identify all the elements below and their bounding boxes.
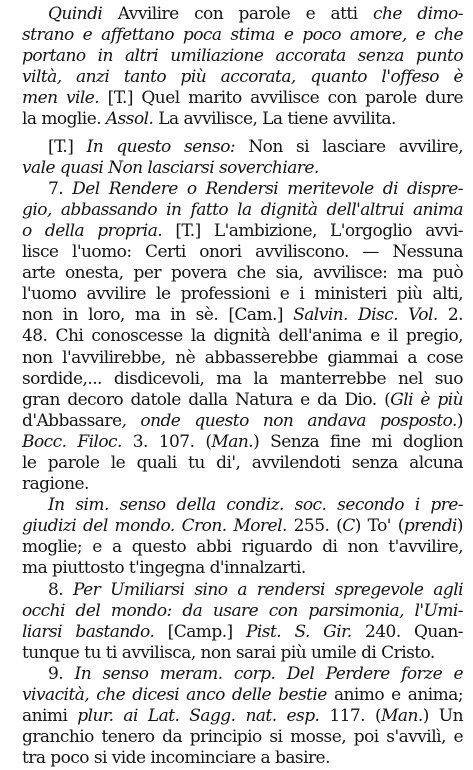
text-segment: 117. ( xyxy=(319,706,382,727)
text-segment: ) xyxy=(456,410,463,431)
italic-segment: strano e affettano poca stima e poco amore, e che xyxy=(22,25,463,46)
text-segment: Non si lasciare avvilire, xyxy=(235,136,463,157)
text-line xyxy=(22,137,463,158)
text-segment: ) xyxy=(456,516,463,537)
text-line xyxy=(22,601,463,622)
text-segment: la moglie. xyxy=(22,109,106,130)
text-segment: lisce l'uomo: Certi onori avviliscono. — Nessuna xyxy=(22,242,463,263)
italic-segment: vivacità, che dicesi anco delle bestie xyxy=(22,685,327,705)
italic-segment: gio, abbassando in fatto la dignità dell'altrui anima xyxy=(22,199,463,220)
text-segment: d'Abbassare xyxy=(22,410,122,431)
text-line xyxy=(22,200,463,221)
text-segment: ragione. xyxy=(22,474,89,495)
text-line xyxy=(22,643,463,664)
italic-segment: Bocc. Filoc. xyxy=(22,431,122,452)
text-line xyxy=(22,25,463,46)
text-segment: granchio tenero da principio si mosse, poi s'avvilì, e xyxy=(22,727,463,748)
text-line xyxy=(22,432,463,453)
text-line xyxy=(22,664,463,685)
text-segment: 255. ( xyxy=(286,516,343,537)
italic-segment: In sim. senso della condiz. soc. secondo i pre- xyxy=(48,495,463,516)
text-line xyxy=(22,537,463,558)
text-line xyxy=(22,4,463,25)
text-line xyxy=(22,558,463,579)
text-segment: Avvilire con parole e atti xyxy=(102,4,373,24)
italic-segment: Quindi xyxy=(48,4,103,24)
text-segment: ma piuttosto t'ingegna d'innalzarti. xyxy=(22,558,306,579)
text-line xyxy=(22,179,463,200)
text-segment: non in loro, ma in sè. [Cam.] xyxy=(22,305,294,326)
text-segment: La avvilisce, La tiene avvilita. xyxy=(153,109,396,130)
text-line xyxy=(22,369,463,390)
text-segment: tra poco si vide incominciare a basire. xyxy=(22,748,330,769)
text-line xyxy=(22,390,463,411)
italic-segment: Del Rendere o Rendersi meritevole di dispre- xyxy=(72,178,463,199)
italic-segment: , onde questo non andava posposto. xyxy=(121,410,457,431)
italic-segment: Per Umiliarsi sino a rendersi spregevole agli xyxy=(73,579,463,600)
text-line xyxy=(22,242,463,263)
text-segment: 48. Chi conoscesse la dignità dell'anima e il pregio, xyxy=(22,326,463,347)
text-line xyxy=(22,67,463,88)
text-line xyxy=(22,284,463,305)
italic-segment: Assol. xyxy=(105,109,154,130)
italic-segment: portano in altri umiliazione accorata senza punto xyxy=(22,46,463,67)
text-segment: 3. 107. ( xyxy=(121,431,212,452)
text-segment: arte onesta, per povera che sia, avvilisce: ma può xyxy=(22,263,463,284)
text-line xyxy=(22,495,463,516)
text-line xyxy=(22,221,463,242)
text-segment: [Camp.] xyxy=(154,621,246,642)
italic-segment: Man. xyxy=(211,431,254,452)
italic-segment: Pist. S. Gir. xyxy=(246,621,352,642)
italic-segment: viltà, anzi tanto più accorata, quanto l'offeso è xyxy=(22,67,463,88)
text-segment: [T.] xyxy=(48,136,87,157)
text-line xyxy=(22,622,463,643)
italic-segment: men vile. xyxy=(22,88,100,109)
text-segment: 240. Quan- xyxy=(351,621,464,642)
text-segment: sordide,... disdicevoli, ma la manterrebbe nel suo xyxy=(22,368,463,389)
text-segment: [T.] Quel marito avvilisce con parole dure xyxy=(99,88,464,109)
text-segment: le parole le quali tu di', avvilendoti senza alcuna xyxy=(22,452,463,473)
text-line xyxy=(22,348,463,369)
text-segment: 7. xyxy=(48,178,73,199)
text-segment: [T.] L'ambizione, L'orgoglio avvi- xyxy=(162,220,463,241)
text-line xyxy=(22,411,463,432)
text-line xyxy=(22,158,463,179)
italic-segment: liarsi bastando. xyxy=(22,621,155,642)
italic-segment: o della propria. xyxy=(22,220,163,241)
italic-segment: vale quasi Non lasciarsi soverchiare. xyxy=(22,157,319,178)
text-line xyxy=(22,706,463,727)
text-segment: moglie; e a questo abbi riguardo di non t'avvilire, xyxy=(22,537,463,558)
text-line xyxy=(22,516,463,537)
text-segment: ) Un xyxy=(422,706,463,727)
italic-segment: In senso meram. corp. Del Perdere forze e xyxy=(74,663,463,684)
text-line xyxy=(22,326,463,347)
text-segment: gran decoro datole dalla Natura e da Dio. ( xyxy=(22,389,391,410)
text-segment: ) Senza fine mi doglion xyxy=(253,431,464,452)
italic-segment: plur. ai Lat. Sagg. nat. esp. xyxy=(77,706,320,727)
text-segment: l'uomo avvilire le professioni e i ministeri più alti, xyxy=(22,284,463,305)
text-segment: 8. xyxy=(48,579,74,600)
text-line xyxy=(22,474,463,495)
text-line xyxy=(22,305,463,326)
text-segment: animo e anima; xyxy=(326,685,463,705)
italic-segment: Gli è più xyxy=(390,389,463,410)
text-line xyxy=(22,263,463,284)
text-line xyxy=(22,46,463,67)
italic-segment: prendi xyxy=(403,516,457,537)
italic-segment: In questo senso: xyxy=(86,136,236,157)
italic-segment: giudizi del mondo. Cron. Morel. xyxy=(22,516,287,537)
text-line xyxy=(22,88,463,109)
italic-segment: Man. xyxy=(381,706,423,727)
text-segment: 9. xyxy=(48,663,75,684)
text-line xyxy=(22,109,463,130)
text-segment: tunque tu ti avvilisca, non sarai più umile di Cristo. xyxy=(22,642,435,663)
text-line xyxy=(22,453,463,474)
italic-segment: C xyxy=(342,516,355,537)
text-line xyxy=(22,748,463,769)
text-segment: ) To' ( xyxy=(354,516,404,537)
italic-segment: Salvin. Disc. Vol. xyxy=(293,305,438,326)
text-segment: animi xyxy=(22,706,78,727)
italic-segment: che dimo- xyxy=(373,4,463,24)
text-line xyxy=(22,685,463,706)
text-segment: 2. xyxy=(437,305,464,326)
text-segment: non l'avvilirebbe, nè abbasserebbe giammai a cose xyxy=(22,347,463,368)
text-line xyxy=(22,727,463,748)
text-line xyxy=(22,580,463,601)
italic-segment: occhi del mondo: da usare con parsimonia, l'Umi- xyxy=(22,600,463,621)
